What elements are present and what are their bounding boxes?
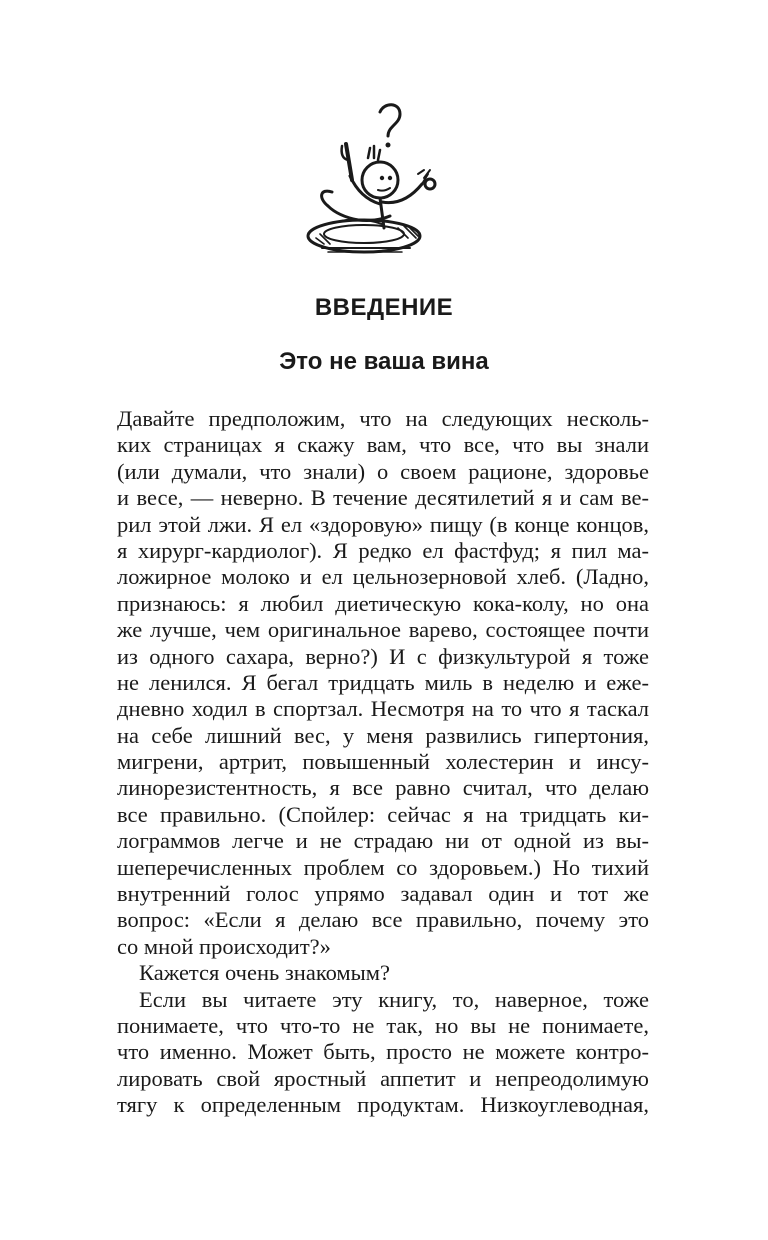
text-line: признаюсь: я любил диетическую кока-колу, но она — [117, 590, 649, 616]
text-line: лограммов легче и не страдаю ни от одной из вы- — [117, 828, 649, 854]
text-line: на себе лишний вес, у меня развились гипертония, — [117, 722, 649, 748]
text-line: ложирное молоко и ел цельнозерновой хлеб. (Ладно, — [117, 564, 649, 590]
chapter-subtitle: Это не ваша вина — [279, 348, 489, 375]
text-line: шеперечисленных проблем со здоровьем.) Но тихий — [117, 854, 649, 880]
text-line: понимаете, что что-то не так, но вы не понимаете, — [117, 1012, 649, 1038]
text-line: дневно ходил в спортзал. Несмотря на то что я таскал — [117, 696, 649, 722]
text-line: линорезистентность, я все равно считал, что делаю — [117, 775, 649, 801]
text-line: не ленился. Я бегал тридцать миль в неделю и еже- — [117, 669, 649, 695]
text-line: рил этой лжи. Я ел «здоровую» пищу (в конце концов, — [117, 511, 649, 537]
text-line: все правильно. (Спойлер: сейчас я на тридцать ки- — [117, 801, 649, 827]
text-line: же лучше, чем оригинальное варево, состоящее почти — [117, 617, 649, 643]
text-line: Давайте предположим, что на следующих несколь- — [117, 406, 649, 431]
body-text — [117, 406, 649, 1119]
text-line: ких страницах я скажу вам, что все, что вы знали — [117, 432, 649, 458]
text-line: из одного сахара, верно?) И с физкультурой я тоже — [117, 643, 649, 669]
text-line: Кажется очень знакомым? — [139, 960, 391, 986]
text-line: Если вы читаете эту книгу, то, наверное, тоже — [139, 986, 649, 1012]
text-line: и весе, — неверно. В течение десятилетий я и сам ве- — [117, 485, 649, 511]
text-line: что именно. Может быть, просто не можете контро- — [117, 1039, 649, 1065]
text-line: тягу к определенным продуктам. Низкоуглеводная, — [117, 1092, 649, 1118]
chapter-title: ВВЕДЕНИЕ — [314, 294, 454, 321]
stick-figure-with-fork-and-knife-question-icon — [298, 98, 458, 268]
text-line: (или думали, что знали) о своем рационе, здоровье — [117, 458, 649, 484]
text-line: мигрени, артрит, повышенный холестерин и инсу- — [117, 749, 649, 775]
text-line: со мной происходит?» — [117, 933, 331, 959]
text-line: внутренний голос упрямо задавал один и тот же — [117, 881, 649, 907]
text-line: я хирург-кардиолог). Я редко ел фастфуд; я пил ма- — [117, 537, 649, 563]
text-line: вопрос: «Если я делаю все правильно, почему это — [117, 907, 649, 933]
text-line: лировать свой яростный аппетит и непреодолимую — [117, 1065, 649, 1091]
